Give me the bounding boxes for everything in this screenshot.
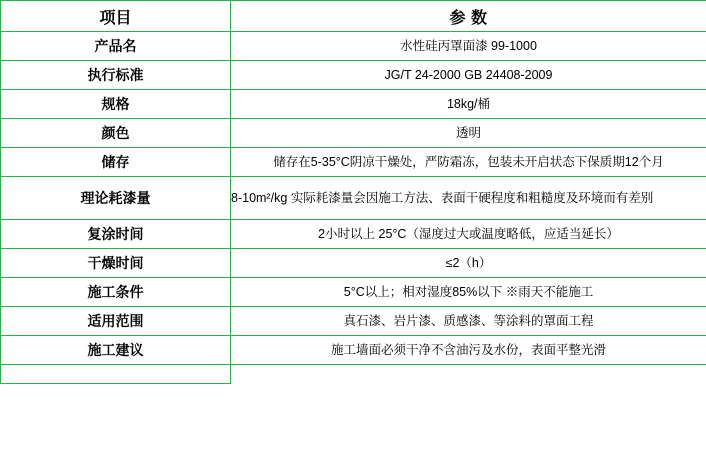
- row-label-storage: 储存: [1, 148, 231, 177]
- row-value-scope: 真石漆、岩片漆、质感漆、等涂料的罩面工程: [231, 307, 706, 336]
- table-row: [1, 278, 706, 307]
- footer-cell-label: [1, 365, 231, 384]
- row-label-specification: 规格: [1, 90, 231, 119]
- table-row: [1, 220, 706, 249]
- row-value-application-conditions: 5°C以上；相对湿度85%以下 ※雨天不能施工: [231, 278, 706, 307]
- table-row: [1, 90, 706, 119]
- table-row: [1, 61, 706, 90]
- row-label-consumption: 理论耗漆量: [1, 177, 231, 220]
- table-row: [1, 32, 706, 61]
- row-label-drying-time: 干燥时间: [1, 249, 231, 278]
- row-value-product-name: 水性硅丙罩面漆 99-1000: [231, 32, 706, 61]
- row-label-standard: 执行标准: [1, 61, 231, 90]
- table-row: [1, 249, 706, 278]
- table-row: [1, 307, 706, 336]
- row-value-storage: 储存在5-35°C阴凉干燥处，严防霜冻，包装未开启状态下保质期12个月: [231, 148, 706, 177]
- header-cell-item: 项目: [1, 1, 231, 32]
- footer-cell-blank: [231, 365, 706, 384]
- row-value-drying-time: ≤2（h）: [231, 249, 706, 278]
- row-value-color: 透明: [231, 119, 706, 148]
- row-label-scope: 适用范围: [1, 307, 231, 336]
- header-cell-parameter: 参 数: [231, 1, 706, 32]
- row-label-product-name: 产品名: [1, 32, 231, 61]
- row-value-suggestion: 施工墙面必须干净不含油污及水份，表面平整光滑: [231, 336, 706, 365]
- row-label-recoat-time: 复涂时间: [1, 220, 231, 249]
- row-value-specification: 18kg/桶: [231, 90, 706, 119]
- row-label-suggestion: 施工建议: [1, 336, 231, 365]
- row-label-application-conditions: 施工条件: [1, 278, 231, 307]
- table-row: [1, 119, 706, 148]
- table-row: [1, 177, 706, 220]
- row-value-recoat-time: 2小时以上 25°C（湿度过大或温度略低，应适当延长）: [231, 220, 706, 249]
- row-value-consumption: 8-10m²/kg 实际耗漆量会因施工方法、表面干硬程度和粗糙度及环境而有差别: [231, 177, 706, 220]
- table-row: [1, 148, 706, 177]
- table-header-row: [1, 1, 706, 32]
- table-footer-row: [1, 365, 706, 384]
- row-label-color: 颜色: [1, 119, 231, 148]
- row-value-standard: JG/T 24-2000 GB 24408-2009: [231, 61, 706, 90]
- table-row: [1, 336, 706, 365]
